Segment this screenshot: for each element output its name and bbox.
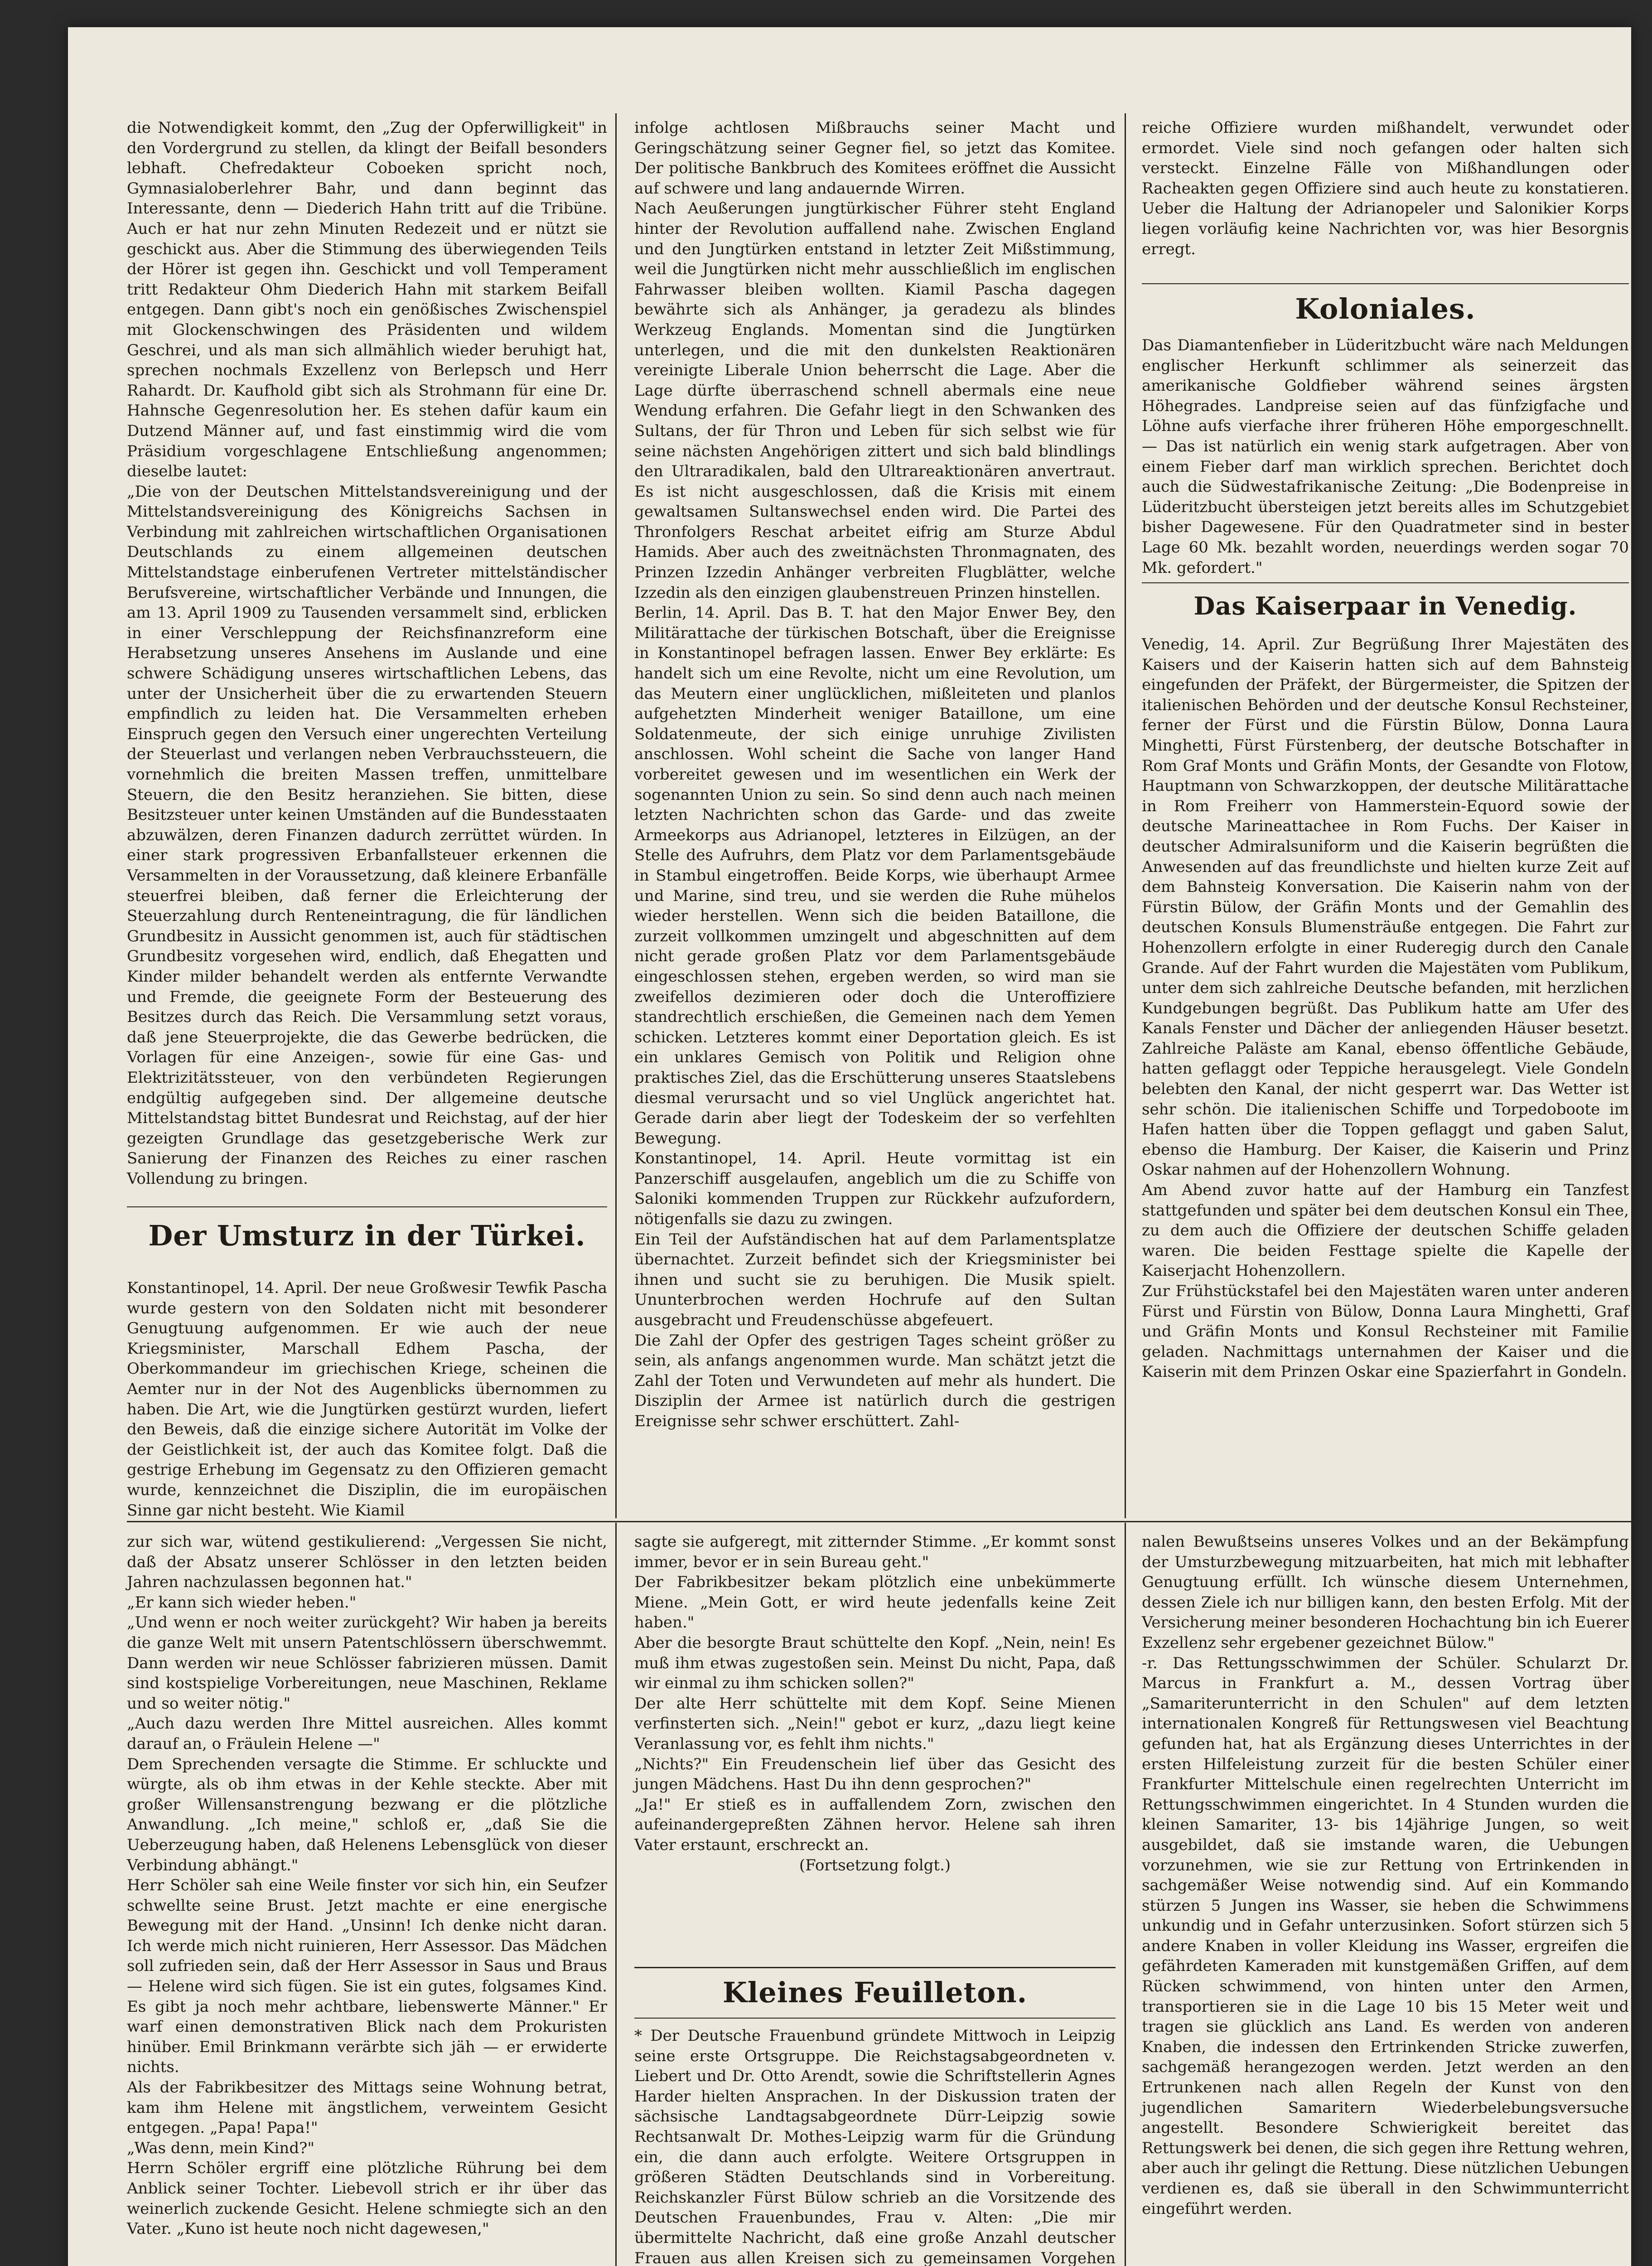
column-3-upper-top: [1142, 118, 1634, 259]
feuilleton-article: [634, 2026, 1116, 2266]
article-divider: [1142, 582, 1629, 583]
column-2-upper: [634, 118, 1116, 1432]
continuation-note: (Fortsetzung folgt.): [799, 1856, 951, 1874]
column-rule: [615, 113, 617, 1518]
column-rule: [1125, 1523, 1126, 2266]
column-rule: [615, 1523, 617, 2266]
article-divider: [634, 2018, 1116, 2019]
feuilleton-heading: Kleines Feuilleton.: [722, 1976, 1028, 2009]
turkey-heading-block: [127, 1219, 607, 1252]
koloniales-heading-block: [1142, 292, 1629, 325]
turkey-konstantinopel-text: Konstantinopel, 14. April. Der neue Großwesir Tewfik Pascha wurde gestern von den Soldaten nicht mit besonderer Genugtuung aufgenommen. Er wie auch der neue Kriegsminister, Marschall Edhem Pascha, der Oberkommandeur im griechischen Kriege, scheinen die Aemter nur in der Not des Augenblicks übernommen zu haben. Die Art, wie die Jungtürken gestürzt wurden, liefert den Beweis, daß die einzige sichere Autorität im Volke der der Geistlichkeit ist, der auch das Komitee folgt. Daß die gestrige Erhebung im Gegensatz zu den Offizieren gemacht wurde, kennzeichnet die Disziplin, die im europäischen Sinne gar nicht besteht. Wie Kiamil: [127, 1279, 612, 1520]
frauenbund-text: * Der Deutsche Frauenbund gründete Mittwoch in Leipzig seine erste Ortsgruppe. Die Reichstagsabgeordneten v. Liebert und Dr. Otto Arendt, sowie die Schriftstellerin Agnes Harder hielten Ansprachen. In der Diskussion traten der sächsische Landtagsabgeordnete Dürr-Leipzig sowie Rechtsanwalt Dr. Mothes-Leipzig warm für die Gründung ein, die dann auch erfolgte. Weitere Ortsgruppen in größeren Städten Deutschlands sind in Vorbereitung. Reichskanzler Fürst Bülow schrieb an die Vorsitzende des Deutschen Frauenbundes, Frau v. Alten: „Die mir übermittelte Nachricht, daß eine große Anzahl deutscher Frauen aus allen Kreisen sich zu gemeinsamen Vorgehen: [634, 2027, 1116, 2266]
turkey-article-continued: infolge achtlosen Mißbrauchs seiner Macht und Geringschätzung seiner Gegner fiel, so jetzt das Komitee. Der politische Bankbruch des Komitees eröffnet die Aussicht auf schwere und lang andauernde Wirren. Nach Aeußerungen jungtürkischer Führer steht England hinter der Revolution auffallend nahe. Zwischen England und den Jungtürken entstand in letzter Zeit Mißstimmung, weil die Jungtürken nicht mehr ausschließlich im englischen Fahrwasser bleiben wollten. Kiamil Pascha dagegen bewährte sich als Anhänger, ja geradezu als blindes Werkzeug Englands. Momentan sind die Jungtürken unterlegen, und die mit den dunkelsten Reaktionären vereinigte Liberale Union beherrscht die Lage. Aber die Lage dürfte überraschend schnell abermals eine neue Wendung erfahren. Die Gefahr liegt in den Schwanken des Sultans, der für Thron und Leben für sich selbst wie für seine nächsten Angehörigen zittert und sich bald blindlings den Ultraradikalen, bald den Ultrareaktionären anvertraut. Es ist nicht ausgeschlossen, daß die Krisis mit einem gewaltsamen Sultanswechsel enden wird. Die Partei des Thronfolgers Reschat arbeitet eifrig am Sturze Abdul Hamids. Aber auch des zweitnächsten Thronmagnaten, des Prinzen Izzedin Anhänger verbreiten Flugblätter, welche Izzedin als den einzigen glaubenstreuen Prinzen hinstellen. Berlin, 14. April. Das B. T. hat den Major Enwer Bey, den Militärattache der türkischen Botschaft, über die Ereignisse in Konstantinopel befragen lassen. Enwer Bey erklärte: Es handelt sich um eine Revolte, nicht um eine Revolution, um das Meutern einer unglücklichen, mißleiteten und planlos aufgehetzten Minderheit weniger Bataillone, um eine Soldatenmeute, der sich einige unruhige Zivilisten anschlossen. Wohl scheint die Sache von langer Hand vorbereitet gewesen und im wesentlichen ein Werk der sogenannten Union zu sein. So sind denn auch nach meinen letzten Nachrichten schon das Garde- und das zweite Armeekorps aus Adrianopel, letzteres in Eilzügen, an der Stelle des Aufruhrs, dem Platz vor dem Parlamentsgebäude in Stambul eingetroffen. Beide Korps, wie überhaupt Armee und Marine, sind treu, und sie werden die Ruhe mühelos wieder herstellen. Wenn sich die beiden Bataillone, die zurzeit vollkommen umzingelt und abgeschnitten auf dem nicht gerade großen Platz vor dem Parlamentsgebäude eingeschlossen stehen, ergeben werden, so wird man sie zweifellos dezimieren oder doch die Unteroffiziere standrechtlich erschießen, die Gemeinen nach dem Yemen schicken. Letzteres kommt einer Deportation gleich. Es ist ein unklares Gemisch von Politik und Religion ohne praktisches Ziel, das die Erschütterung unseres Staatslebens diesmal verursacht und so viel Unglück angerichtet hat. Gerade darin aber liegt der Todeskeim der so verfehlten Bewegung. Konstantinopel, 14. April. Heute vormittag ist ein Panzerschiff ausgelaufen, angeblich um die zu Schiffe von Saloniki kommenden Truppen zur Rückkehr aufzufordern, nötigenfalls sie dazu zu zwingen. Ein Teil der Aufständischen hat auf dem Parlamentsplatze übernachtet. Zurzeit befindet sich der Kriegsminister bei ihnen und sucht sie zu beruhigen. Die Musik spielt. Ununterbrochen werden Hochrufe auf den Sultan ausgebracht und Freudenschüsse abgefeuert. Die Zahl der Opfer des gestrigen Tages scheint größer zu sein, als anfangs angenommen wurde. Man schätzt jetzt die Zahl der Toten und Verwundeten auf mehr als hundert. Die Disziplin der Armee ist natürlich durch die gestrigen Ereignisse sehr schwer erschüttert. Zahl-: [634, 119, 1116, 1430]
kaiser-venedig-text: Venedig, 14. April. Zur Begrüßung Ihrer Majestäten des Kaisers und der Kaiserin hatten sich auf dem Bahnsteig eingefunden der Präfekt, der Bürgermeister, die Spitzen der italienischen Behörden und der deutsche Konsul Rechsteiner, ferner der Fürst und die Fürstin Bülow, Donna Laura Minghetti, Fürst Fürstenberg, der deutsche Botschafter in Rom Graf Monts und Gräfin Monts, der Gesandte von Flotow, Hauptmann von Schwarzkoppen, der deutsche Militärattache in Rom Freiherr von Hammerstein-Equord sowie der deutsche Marineattachee in Rom Fuchs. Der Kaiser in deutscher Admiralsuniform und die Kaiserin begrüßten die Anwesenden auf das freundlichste und hielten kurze Zeit auf dem Bahnsteig Konversation. Die Kaiserin nahm von der Fürstin Bülow, der Gräfin Monts und der Gemahlin des deutschen Konsuls Blumensträuße entgegen. Die Fahrt zur Hohenzollern erfolgte in einer Ruderegig durch den Canale Grande. Auf der Fahrt wurden die Majestäten vom Publikum, unter dem sich zahlreiche Deutsche befanden, mit herzlichen Kundgebungen begrüßt. Das Publikum hatte am Ufer des Kanals Fenster und Dächer der anliegenden Häuser besetzt. Zahlreiche Paläste am Kanal, ebenso öffentliche Gebäude, hatten geflaggt oder Teppiche herausgelegt. Viele Gondeln belebten den Kanal, der nicht gesperrt war. Das Wetter ist sehr schön. Die italienischen Schiffe und Torpedoboote im Hafen hatten über die Toppen geflaggt und gaben Salut, ebenso die Hamburg. Der Kaiser, die Kaiserin und Prinz Oskar nahmen auf der Hohenzollern Wohnung. Am Abend zuvor hatte auf der Hamburg ein Tanzfest stattgefunden und später bei dem deutschen Konsul ein Thee, zu dem auch die Offiziere der deutschen Schiffe geladen waren. Die beiden Festtage spielte die Kapelle der Kaiserjacht Hohenzollern. Zur Frühstückstafel bei den Majestäten waren unter anderen Fürst und Fürstin von Bülow, Donna Laura Minghetti, Graf und Gräfin Monts und Konsul Rechsteiner mit Familie geladen. Nachmittags unternahmen der Kaiser und die Kaiserin mit dem Prinzen Oskar eine Spazierfahrt in Gondeln.: [1142, 635, 1629, 1381]
column-rule: [1125, 113, 1126, 1518]
column-1-lower: [127, 1532, 607, 2239]
mittelstand-report-text: die Notwendigkeit kommt, den „Zug der Opferwilligkeit" in den Vordergrund zu stellen, da klingt der Beifall besonders lebhaft. Chefredakteur Coboeken spricht noch, Gymnasialoberlehrer Bahr, und dann beginnt das Interessante, denn — Diederich Hahn tritt auf die Tribüne. Auch er hat nur zehn Minuten Redezeit und er nützt sie geschickt aus. Aber die Stimmung des überwiegenden Teils der Hörer ist gegen ihn. Geschickt und voll Temperament tritt Redakteur Ohm Diederich Hahn mit starkem Beifall entgegen. Dann gibt's noch ein genößisches Zwischenspiel mit Glockenschwingen des Präsidenten und wildem Geschrei, und als man sich allmählich wieder beruhigt hat, sprechen nochmals Exzellenz von Berlepsch und Herr Rahardt. Dr. Kaufhold gibt sich als Strohmann für eine Dr. Hahnsche Gegenresolution her. Es stehen dafür kaum ein Dutzend Männer auf, und fast einstimmig wird die vom Präsidium vorgeschlagene Entschließung angenommen; dieselbe lautet: „Die von der Deutschen Mittelstandsvereinigung und der Mittelstandsvereinigung des Königreichs Sachsen in Verbindung mit zahlreichen wirtschaftlichen Organisationen Deutschlands zu einem allgemeinen deutschen Mittelstandstage einberufenen Vertreter mittelständischer Berufsvereine, wirtschaftlicher Verbände und Innungen, die am 13. April 1909 zu Tausenden versammelt sind, erblicken in einer Verschleppung der Reichsfinanzreform eine Herabsetzung unseres Ansehens im Auslande und eine schwere Schädigung unseres wirtschaftlichen Lebens, das unter der Unsicherheit über die zu erwartenden Steuern empfindlich zu leiden hat. Die Versammelten erheben Einspruch gegen den Versuch einer ungerechten Verteilung der Steuerlast und verlangen neben Verbrauchssteuern, die vornehmlich die breiten Massen treffen, unmittelbare Steuern, die den Besitz heranziehen. Sie bitten, diese Besitzsteuer unter keinen Umständen auf die Bundesstaaten abzuwälzen, deren Finanzen dadurch zerrüttet würden. In einer stark progressiven Erbanfallsteuer erkennen die Versammelten in der Voraussetzung, daß kleinere Erbanfälle steuerfrei bleiben, daß ferner die Erleichterung der Steuerzahlung durch Renteneintragung, die für ländlichen Grundbesitz in Aussicht genommen ist, auch für städtischen Grundbesitz vorgesehen wird, endlich, daß Ehegatten und Kinder milder behandelt werden als entfernte Verwandte und Fremde, die geeignete Form der Besteuerung des Besitzes durch das Reich. Die Versammlung setzt voraus, daß jene Steuerprojekte, die das Gewerbe bedrücken, die Vorlagen für eine Anzeigen-, sowie für eine Gas- und Elektrizitätssteuer, von den verbündeten Regierungen endgültig aufgegeben sind. Der allgemeine deutsche Mittelstandstag bittet Bundesrat und Reichstag, auf der hier gezeigten Grundlage das gesetzgeberische Werk zur Sanierung der Finanzen des Reiches zu einer raschen Vollendung zu bringen.: [127, 119, 607, 1188]
rettungsschwimmen-text: nalen Bewußtseins unseres Volkes und an der Bekämpfung der Umsturzbewegung mitzuarbeiten, hat mich mit lebhafter Genugtuung erfüllt. Ich wünsche diesem Unternehmen, dessen Ziele ich nur billigen kann, den besten Erfolg. Mit der Versicherung meiner besonderen Hochachtung bin ich Euerer Exzellenz sehr ergebener gezeichnet Bülow." -r. Das Rettungsschwimmen der Schüler. Schularzt Dr. Marcus in Frankfurt a. M., dessen Vortrag über „Samariterunterricht in den Schulen" auf dem letzten internationalen Kongreß für Rettungswesen viel Beachtung gefunden hat, hat als Ergänzung dieses Unterrichtes in der ersten Hilfeleistung zurzeit für die besten Schüler einer Frankfurter Mittelschule einen regelrechten Unterricht im Rettungsschwimmen eingerichtet. In 4 Stunden wurden die kleinen Samariter, 13- bis 14jährige Jungen, so weit ausgebildet, daß sie imstande waren, die Uebungen vorzunehmen, wie sie zur Rettung von Ertrinkenden in sachgemäßer Weise notwendig sind. Auf ein Kommando stürzen 5 Jungen ins Wasser, sie heben die Schwimmens unkundig und in Gefahr unterzusinken. Sofort stürzen sich 5 andere Knaben in voller Kleidung ins Wasser, ergreifen die gefährdeten Kameraden mit kunstgemäßen Griffen, auf dem Rücken schwimmend, von hinten unter den Armen, transportieren sie in die Lage 10 bis 15 Meter weit und tragen sie glücklich ans Land. Es werden von anderen Knaben, die indessen den Ertrinkenden Stricke zuwerfen, sachgemäß herangezogen werden. Jetzt werden an den Ertrunkenen nach allen Regeln der Kunst von den jugendlichen Samaritern Wiederbelebungsversuche angestellt. Besondere Schwierigkeit bereitet das Rettungswerk bei denen, die sich gegen ihre Rettung wehren, aber auch ihr gelingt die Rettung. Diese nützlichen Uebungen verdienen es, daß sie überall in den Schwimmunterricht eingeführt werden.: [1142, 1533, 1629, 2218]
koloniales-heading: Koloniales.: [1295, 292, 1476, 325]
column-1-upper: [127, 118, 607, 1189]
serial-novel-continued: sagte sie aufgeregt, mit zitternder Stimme. „Er kommt sonst immer, bevor er in sein Bureau geht." Der Fabrikbesitzer bekam plötzlich eine unbekümmerte Miene. „Mein Gott, er wird heute jedenfalls keine Zeit haben." Aber die besorgte Braut schüttelte den Kopf. „Nein, nein! Es muß ihm etwas zugestoßen sein. Meinst Du nicht, Papa, daß wir einmal zu ihm schicken sollen?" Der alte Herr schüttelte mit dem Kopf. Seine Mienen verfinsterten sich. „Nein!" gebot er kurz, „dazu liegt keine Veranlassung vor, es fehlt ihm nichts." „Nichts?" Ein Freudenschein lief über das Gesicht des jungen Mädchens. Hast Du ihn denn gesprochen?" „Ja!" Er stieß es in auffallendem Zorn, zwischen den aufeinandergepreßten Zähnen hervor. Helene sah ihren Vater erstaunt, erschreckt an.: [634, 1533, 1116, 1854]
feuilleton-heading-block: [634, 1976, 1116, 2009]
turkey-heading: Der Umsturz in der Türkei.: [148, 1219, 586, 1252]
serial-novel-text: zur sich war, wütend gestikulierend: „Vergessen Sie nicht, daß der Absatz unserer Schlösser in den letzten beiden Jahren nachzulassen begonnen hat." „Er kann sich wieder heben." „Und wenn er noch weiter zurückgeht? Wir haben ja bereits die ganze Welt mit unsern Patentschlössern überschwemmt. Dann werden wir neue Schlösser fabrizieren müssen. Damit sind kostspielige Vorbereitungen, neue Maschinen, Reklame und so weiter nötig." „Auch dazu werden Ihre Mittel ausreichen. Alles kommt darauf an, o Fräulein Helene —" Dem Sprechenden versagte die Stimme. Er schluckte und würgte, als ob ihm etwas in der Kehle steckte. Aber mit großer Willensanstrengung bezwang er die plötzliche Anwandlung. „Ich meine," schloß er, „daß Sie die Ueberzeugung haben, daß Helenens Lebensglück von dieser Verbindung abhängt." Herr Schöler sah eine Weile finster vor sich hin, ein Seufzer schwellte seine Brust. Jetzt machte er eine energische Bewegung mit der Hand. „Unsinn! Ich denke nicht daran. Ich werde mich nicht ruinieren, Herr Assessor. Das Mädchen soll zufrieden sein, daß der Herr Assessor in Saus und Braus — Helene wird sich fügen. Sie ist ein gutes, folgsames Kind. Es gibt ja noch mehr achtbare, liebenswerte Männer." Er warf einen demonstrativen Blick nach dem Prokuristen hinüber. Emil Brinkmann verärbte sich jäh — er erwiderte nichts. Als der Fabrikbesitzer des Mittags seine Wohnung betrat, kam ihm Helene mit ängstlichem, verweintem Gesicht entgegen. „Papa! Papa!" „Was denn, mein Kind?" Herrn Schöler ergriff eine plötzliche Rührung bei dem Anblick seiner Tochter. Liebevoll strich er ihr über das weinerlich zuckende Gesicht. Helene schmiegte sich an den Vater. „Kuno ist heute noch nicht dagewesen,": [127, 1533, 607, 2238]
article-divider: [127, 1206, 607, 1207]
article-divider: [634, 1967, 1116, 1968]
section-divider: [127, 1521, 1633, 1522]
column-3-lower: [1142, 1532, 1629, 2219]
kaiser-heading-block: [1142, 591, 1629, 620]
column-2-lower: [634, 1532, 1116, 1875]
newspaper-page: [68, 27, 1634, 2266]
koloniales-article: [1142, 335, 1634, 578]
turkey-article-col1: [127, 1278, 612, 1520]
kaiser-heading: Das Kaiserpaar in Venedig.: [1193, 591, 1577, 620]
koloniales-text: Das Diamantenfieber in Lüderitzbucht wäre nach Meldungen englischer Herkunft schlimmer als seinerzeit das amerikanische Goldfieber während seines ärgsten Höhegrades. Landpreise seien auf das fünfzigfache und Löhne aufs vierfache ihrer früheren Höhe emporgeschnellt. — Das ist natürlich ein wenig stark aufgetragen. Aber von einem Fieber darf man wirklich sprechen. Berichtet doch auch die Südwestafrikanische Zeitung: „Die Bodenpreise in Lüderitzbucht übersteigen jetzt bereits alles im Schutzgebiet bisher Dagewesene. Für den Quadratmeter sind in bester Lage 60 Mk. bezahlt worden, neuerdings werden sogar 70 Mk. gefordert.": [1142, 336, 1634, 577]
article-divider: [1142, 283, 1629, 284]
turkey-article-end: reiche Offiziere wurden mißhandelt, verwundet oder ermordet. Viele sind noch gefangen oder halten sich versteckt. Einzelne Fälle von Mißhandlungen oder Racheakten gegen Offiziere sind auch heute zu konstatieren. Ueber die Haltung der Adrianopeler und Salonikier Korps liegen vorläufig keine Nachrichten vor, was hier Besorgnis erregt.: [1142, 119, 1634, 258]
kaiser-article: [1142, 634, 1629, 1382]
